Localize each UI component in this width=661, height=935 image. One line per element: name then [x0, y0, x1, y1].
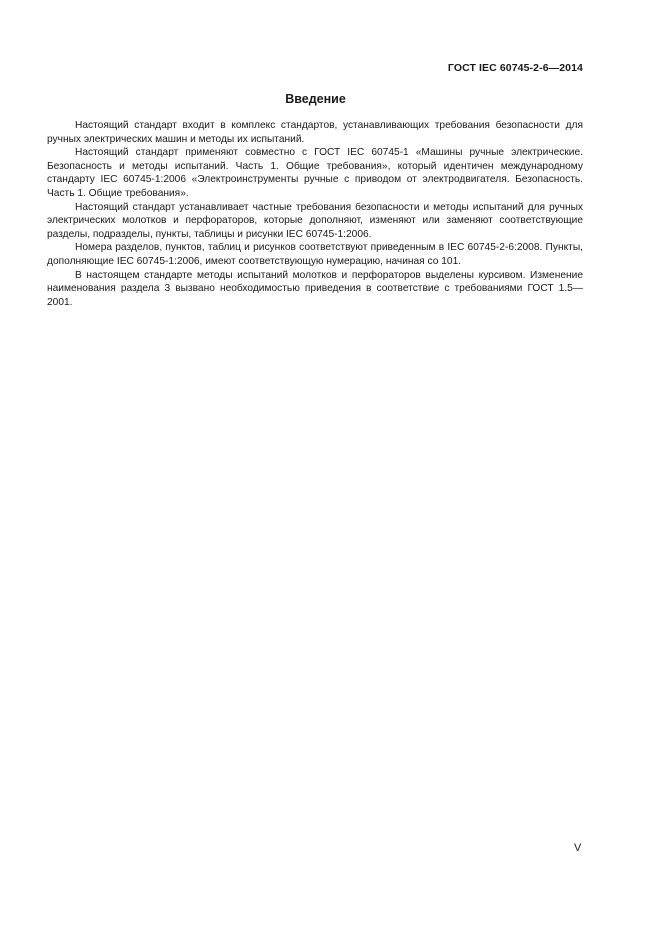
- document-code-header: ГОСТ IEC 60745-2-6—2014: [447, 62, 583, 74]
- body-text: [47, 119, 583, 309]
- paragraph-3: Настоящий стандарт устанавливает частные требования безопасности и методы испытаний для ручных электрических молотков и перфораторов, которые дополняют, изменяют или заменяют соответствующие разделы, подразделы, пункты, таблицы и рисунки IEC 60745-1:2006.: [47, 201, 583, 240]
- page-number: V: [574, 842, 582, 854]
- paragraph-5: В настоящем стандарте методы испытаний молотков и перфораторов выделены курсивом. Изменение наименования раздела 3 вызвано необходимостью приведения в соответствие с требованиями ГОСТ 1.5—2001.: [47, 269, 583, 308]
- paragraph-1: Настоящий стандарт входит в комплекс стандартов, устанавливающих требования безопасности для ручных электрических машин и методы их испытаний.: [47, 120, 583, 145]
- paragraph-4: Номера разделов, пунктов, таблиц и рисунков соответствуют приведенным в IEC 60745-2-6:2008. Пункты, дополняющие IEC 60745-1:2006, имеют соответствующую нумерацию, начиная со 101.: [47, 242, 583, 267]
- section-title: Введение: [285, 92, 346, 106]
- paragraph-2: Настоящий стандарт применяют совместно с ГОСТ IEC 60745-1 «Машины ручные электрические. Безопасность и методы испытаний. Часть 1. Общие требования», который идентичен международному стандарту IEC 60745-1:2006 «Электроинструменты ручные с приводом от электродвигателя. Безопасность. Часть 1. Общие требования».: [47, 147, 583, 199]
